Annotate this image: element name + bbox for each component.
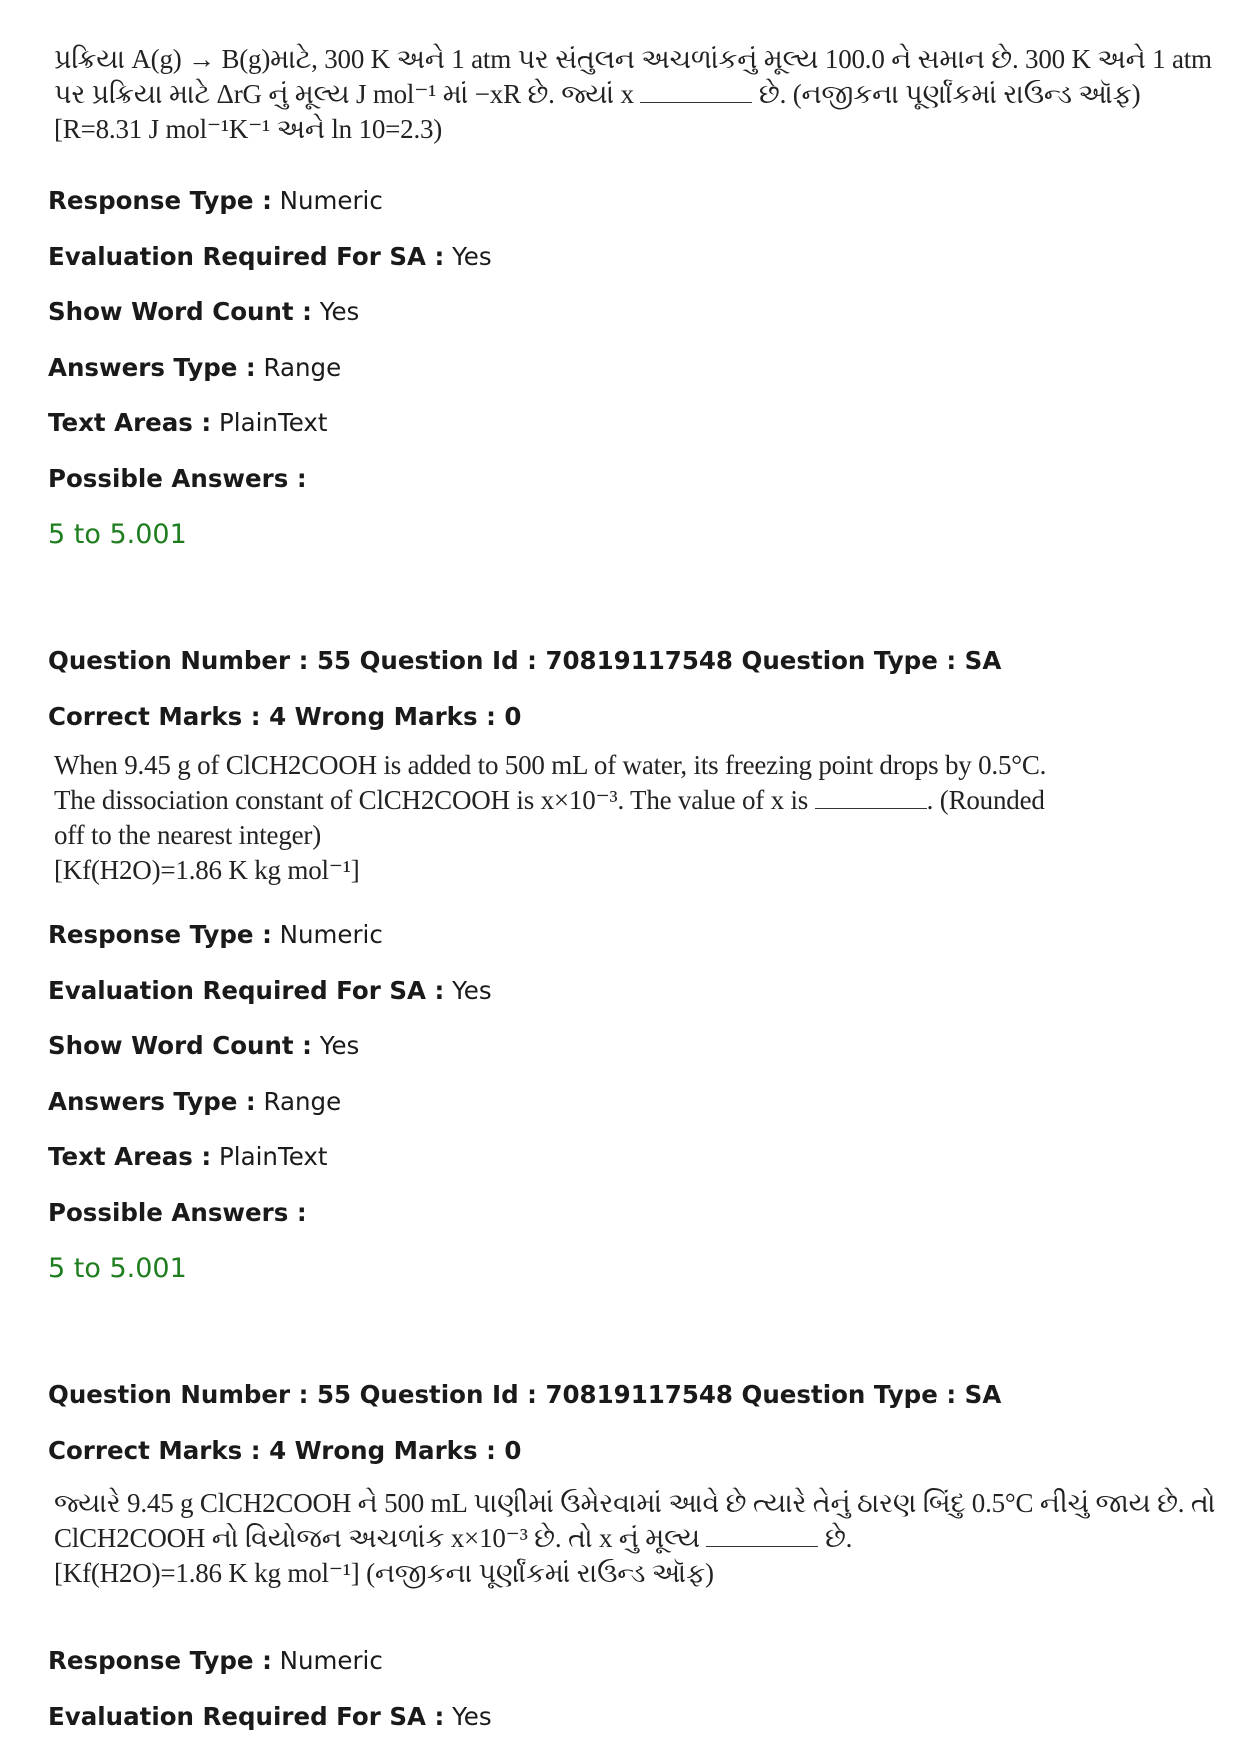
answers-type-field: Answers Type : Range	[48, 1086, 342, 1116]
evaluation-required-field: Evaluation Required For SA : Yes	[48, 241, 492, 271]
question-text-gujarati-1	[48, 42, 1212, 147]
show-word-count-field: Show Word Count : Yes	[48, 1031, 360, 1060]
answers-type-field: Answers Type : Range	[48, 352, 342, 382]
question-header-2	[48, 633, 1001, 744]
question-line: The dissociation constant of ClCH2COOH is x×10⁻³. The value of x is . (Rounded	[54, 785, 1045, 815]
fields-1	[48, 173, 492, 564]
response-type-field: Response Type : Numeric	[48, 186, 383, 215]
question-line: ClCH2COOH નો વિયોજન અચળાંક x×10⁻³ છે. તો x નું મૂલ્ય છે.	[54, 1523, 853, 1553]
evaluation-required-field: Evaluation Required For SA : Yes	[48, 975, 492, 1005]
answer-blank	[706, 1524, 818, 1547]
question-header: Question Number : 55 Question Id : 70819117548 Question Type : SA	[48, 646, 1002, 675]
question-header-3	[48, 1367, 1001, 1478]
question-line: When 9.45 g of ClCH2COOH is added to 500 mL of water, its freezing point drops by 0.5°C.	[54, 750, 1047, 780]
answer-blank	[815, 786, 927, 809]
question-line: જ્યારે 9.45 g ClCH2COOH ને 500 mL પાણીમાં ઉમેરવામાં આવે છે ત્યારે તેનું ઠારણ બિંદુ 0.5°C નીચું જાય છે. તો	[54, 1488, 1216, 1518]
fields-3	[48, 1633, 492, 1744]
question-line: [Kf(H2O)=1.86 K kg mol⁻¹] (નજીકના પૂર્ણાંકમાં રાઉન્ડ ઑફ)	[54, 1558, 714, 1588]
text-areas-field: Text Areas : PlainText	[48, 1142, 328, 1171]
marks-line: Correct Marks : 4 Wrong Marks : 0	[48, 701, 522, 731]
question-text-english	[48, 748, 1046, 888]
question-line: [R=8.31 J mol⁻¹K⁻¹ અને ln 10=2.3)	[54, 114, 443, 144]
question-line: off to the nearest integer)	[54, 820, 321, 850]
possible-answers-label: Possible Answers :	[48, 1197, 307, 1227]
marks-line: Correct Marks : 4 Wrong Marks : 0	[48, 1435, 522, 1465]
fields-2	[48, 907, 492, 1298]
possible-answer: 5 to 5.001	[48, 519, 187, 550]
question-line: પ્રક્રિયા A(g) → B(g)માટે, 300 K અને 1 atm પર સંતુલન અચળાંકનું મૂલ્ય 100.0 ને સમાન છે. 300 K અને 1 atm	[54, 44, 1212, 74]
text-areas-field: Text Areas : PlainText	[48, 408, 328, 437]
question-line: [Kf(H2O)=1.86 K kg mol⁻¹]	[54, 855, 360, 885]
response-type-field: Response Type : Numeric	[48, 920, 383, 949]
response-type-field: Response Type : Numeric	[48, 1646, 383, 1675]
show-word-count-field: Show Word Count : Yes	[48, 297, 360, 326]
possible-answers-label: Possible Answers :	[48, 463, 307, 493]
question-text-gujarati-2	[48, 1486, 1215, 1591]
evaluation-required-field: Evaluation Required For SA : Yes	[48, 1701, 492, 1731]
answer-blank	[640, 80, 752, 103]
question-line: પર પ્રક્રિયા માટે ΔrG નું મૂલ્ય J mol⁻¹ માં −xR છે. જ્યાં x છે. (નજીકના પૂર્ણાંકમાં રાઉન્ડ ઑફ)	[54, 79, 1141, 109]
possible-answer: 5 to 5.001	[48, 1253, 187, 1284]
question-header: Question Number : 55 Question Id : 70819117548 Question Type : SA	[48, 1380, 1002, 1409]
